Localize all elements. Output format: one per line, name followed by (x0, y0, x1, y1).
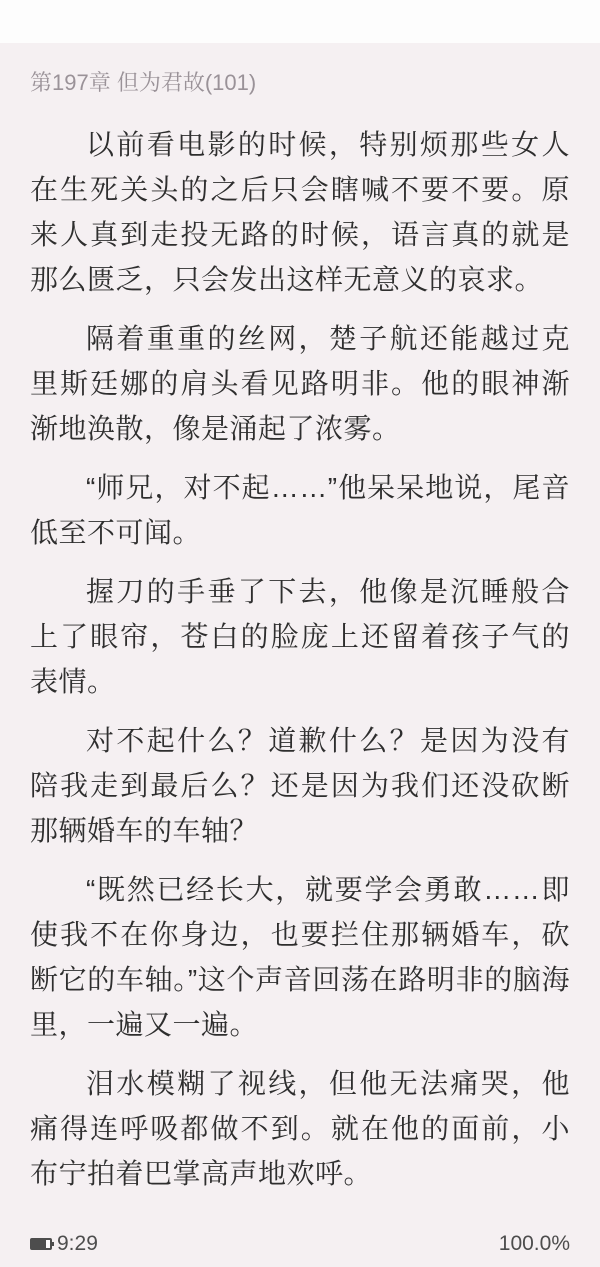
paragraph: 以前看电影的时候，特别烦那些女人在生死关头的之后只会瞎喊不要不要。原来人真到走投无路的时候，语言真的就是那么匮乏，只会发出这样无意义的哀求。 (30, 129, 570, 295)
reading-progress-label: 100.0% (498, 1232, 570, 1255)
battery-icon (30, 1238, 52, 1250)
status-bar (30, 1231, 570, 1257)
paragraph: 泪水模糊了视线，但他无法痛哭，他痛得连呼吸都做不到。就在他的面前，小布宁拍着巴掌高声地欢呼。 (30, 1068, 570, 1189)
battery-fill (32, 1240, 46, 1248)
paragraph: 握刀的手垂了下去，他像是沉睡般合上了眼帘，苍白的脸庞上还留着孩子气的表情。 (30, 576, 570, 697)
time-label: 9:29 (57, 1232, 98, 1255)
paragraph: “既然已经长大，就要学会勇敢……即使我不在你身边，也要拦住那辆婚车，砍断它的车轴。”这个声音回荡在路明非的脑海里，一遍又一遍。 (30, 874, 570, 1040)
top-strip (0, 0, 600, 43)
status-left (30, 1231, 98, 1257)
paragraph: 隔着重重的丝网，楚子航还能越过克里斯廷娜的肩头看见路明非。他的眼神渐渐地涣散，像是涌起了浓雾。 (30, 323, 570, 444)
battery-nub (52, 1242, 54, 1246)
chapter-title: 第197章 但为君故(101) (30, 70, 257, 95)
reading-area[interactable] (30, 122, 570, 1210)
paragraph: 对不起什么？道歉什么？是因为没有陪我走到最后么？还是因为我们还没砍断那辆婚车的车轴？ (30, 725, 570, 846)
paragraph: “师兄，对不起……”他呆呆地说，尾音低至不可闻。 (30, 472, 570, 548)
